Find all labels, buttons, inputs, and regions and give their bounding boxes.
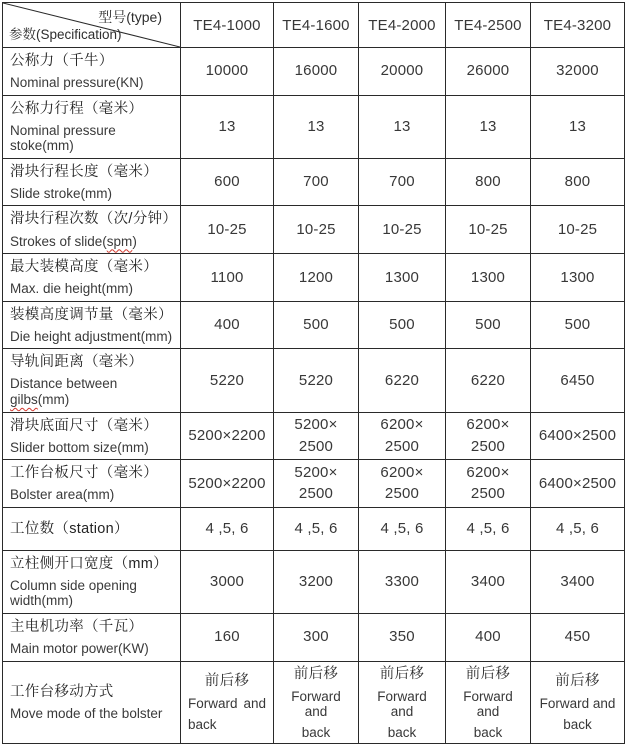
row-label-cell <box>3 95 181 158</box>
label-text: Strokes of slide( <box>10 233 107 249</box>
move-mode-cell <box>274 661 359 743</box>
move-mode-cn: 前后移 <box>293 665 339 682</box>
value-line: 10-25 <box>382 220 422 238</box>
move-mode-cn: 前后移 <box>379 665 425 682</box>
value-cell <box>446 95 531 158</box>
value-line: 3400 <box>470 573 506 590</box>
move-mode-en-line <box>188 696 266 711</box>
move-mode-en-last: back <box>387 724 417 740</box>
value-line: 13 <box>393 117 411 135</box>
value-cell <box>274 349 359 412</box>
table-row <box>3 301 625 349</box>
value-line: 4 ,5, 6 <box>294 519 338 537</box>
column-header-te4-2500: TE4-2500 <box>446 3 531 48</box>
value-line: 800 <box>564 173 591 191</box>
value-cell <box>446 254 531 302</box>
value-cell <box>181 349 274 412</box>
row-label-en <box>10 440 176 456</box>
move-mode-en-word: Forward <box>188 696 238 712</box>
value-cell <box>359 158 446 206</box>
row-label-en <box>10 123 176 154</box>
move-mode-en-line: Forward and <box>291 688 341 719</box>
value-cell <box>274 550 359 613</box>
value-line: 3200 <box>298 573 334 590</box>
value-line: 3300 <box>384 573 420 590</box>
value-line: 5200× <box>294 463 338 481</box>
table-row <box>3 254 625 302</box>
row-label-cn: 工作台板尺寸（毫米） <box>10 465 158 482</box>
move-mode-en-last: back <box>188 717 217 733</box>
row-label-cell <box>3 349 181 412</box>
row-label-cn: 工作台移动方式 <box>10 683 114 700</box>
row-label-en <box>10 186 176 202</box>
value-cell <box>181 412 274 460</box>
column-header-te4-1000: TE4-1000 <box>181 3 274 48</box>
row-label-cn: 导轨间距离（毫米） <box>10 354 144 371</box>
value-line: 800 <box>475 173 501 191</box>
value-line: 1300 <box>560 268 595 286</box>
value-cell <box>181 301 274 349</box>
value-line: 20000 <box>380 62 424 80</box>
value-cell <box>446 48 531 96</box>
table-row <box>3 507 625 550</box>
row-label-en <box>10 641 176 657</box>
value-cell <box>181 48 274 96</box>
value-cell <box>531 349 625 412</box>
value-line: 1300 <box>470 268 506 286</box>
value-line: 2500 <box>298 485 334 503</box>
label-text: Main motor power(KW) <box>10 641 149 657</box>
value-cell <box>531 301 625 349</box>
column-header-te4-2000: TE4-2000 <box>359 3 446 48</box>
value-line: 6200× <box>466 416 510 434</box>
value-line: 6200× <box>380 463 424 481</box>
value-line: 2500 <box>298 437 334 455</box>
table-row <box>3 206 625 254</box>
row-label-en <box>10 487 176 503</box>
value-cell <box>446 349 531 412</box>
value-cell <box>181 254 274 302</box>
value-cell <box>274 206 359 254</box>
value-cell <box>359 349 446 412</box>
value-cell <box>274 507 359 550</box>
misspelled-word: gilbs <box>10 392 38 407</box>
value-line: 6220 <box>470 371 506 389</box>
row-label-cn: 最大装模高度（毫米） <box>10 259 158 276</box>
row-label-cn: 滑块行程次数（次/分钟） <box>10 211 178 228</box>
value-cell <box>181 206 274 254</box>
value-cell <box>359 507 446 550</box>
move-mode-en-line: Forward and <box>377 688 427 719</box>
value-line: 10000 <box>205 62 249 80</box>
row-label-cn: 公称力（千牛） <box>10 53 114 69</box>
label-text: Column side opening width(mm) <box>10 577 137 609</box>
value-line: 4 ,5, 6 <box>380 519 424 537</box>
header-row <box>3 3 625 48</box>
row-label-cn: 装模高度调节量（毫米） <box>10 306 173 323</box>
value-cell <box>274 613 359 661</box>
value-line: 5200×2200 <box>188 426 266 444</box>
value-cell <box>531 95 625 158</box>
row-label-cell <box>3 412 181 460</box>
row-label-en <box>10 578 176 609</box>
column-header-te4-1600: TE4-1600 <box>274 3 359 48</box>
move-mode-en-word: and <box>243 696 266 712</box>
move-mode-cell <box>359 661 446 743</box>
value-cell <box>446 412 531 460</box>
value-line: 500 <box>389 316 415 334</box>
value-line: 700 <box>389 173 415 191</box>
move-mode-en-last: back <box>563 717 592 733</box>
value-cell <box>446 460 531 508</box>
corner-cell <box>3 3 181 48</box>
value-line: 2500 <box>384 485 420 503</box>
value-line: 6400×2500 <box>538 426 617 444</box>
value-cell <box>274 158 359 206</box>
table-row <box>3 412 625 460</box>
value-line: 4 ,5, 6 <box>205 519 249 537</box>
value-cell <box>531 254 625 302</box>
value-cell <box>359 95 446 158</box>
row-label-en <box>10 329 176 345</box>
value-line: 6450 <box>560 371 595 389</box>
value-cell <box>181 158 274 206</box>
value-line: 10-25 <box>207 220 247 238</box>
value-line: 2500 <box>470 437 506 455</box>
value-cell <box>446 613 531 661</box>
value-cell <box>181 613 274 661</box>
value-line: 400 <box>214 316 240 334</box>
value-cell <box>359 254 446 302</box>
label-text: Slider bottom size(mm) <box>10 439 149 455</box>
row-label-cn: 滑块底面尺寸（毫米） <box>10 417 158 434</box>
row-label-cn: 公称力行程（毫米） <box>10 100 144 117</box>
specification-sheet <box>0 2 626 740</box>
value-line: 600 <box>214 173 240 191</box>
row-label-cell <box>3 460 181 508</box>
label-text: Die height adjustment(mm) <box>10 328 173 344</box>
row-label-cell <box>3 613 181 661</box>
value-line: 5220 <box>298 371 334 389</box>
value-cell <box>274 95 359 158</box>
label-text: ) <box>132 233 137 249</box>
value-line: 6200× <box>380 416 424 434</box>
row-label-en: Move mode of the bolster <box>10 705 163 721</box>
row-label-cell <box>3 158 181 206</box>
value-cell <box>274 48 359 96</box>
value-cell <box>181 507 274 550</box>
value-line: 450 <box>564 628 591 646</box>
value-cell <box>359 550 446 613</box>
value-line: 500 <box>564 316 591 334</box>
value-cell <box>446 507 531 550</box>
value-line: 300 <box>303 628 329 646</box>
value-cell <box>359 613 446 661</box>
value-line: 500 <box>303 316 329 334</box>
row-label-cell <box>3 550 181 613</box>
value-cell <box>531 206 625 254</box>
row-label-cell <box>3 254 181 302</box>
value-cell <box>181 460 274 508</box>
value-cell <box>359 412 446 460</box>
table-row <box>3 550 625 613</box>
value-line: 700 <box>303 173 329 191</box>
value-line: 16000 <box>294 62 338 80</box>
table-row <box>3 95 625 158</box>
value-line: 3400 <box>560 573 595 590</box>
value-line: 2500 <box>470 485 506 503</box>
value-cell <box>274 412 359 460</box>
row-label-cell <box>3 507 181 550</box>
row-label-cell <box>3 661 181 743</box>
row-label-cn: 滑块行程长度（毫米） <box>10 163 158 180</box>
value-line: 13 <box>307 117 325 135</box>
value-cell <box>531 507 625 550</box>
value-line: 6200× <box>466 463 510 481</box>
value-line: 26000 <box>466 62 510 80</box>
row-label-en <box>10 234 176 250</box>
table-row <box>3 48 625 96</box>
value-line: 5220 <box>209 371 245 389</box>
value-line: 6220 <box>384 371 420 389</box>
value-line: 1300 <box>384 268 420 286</box>
value-cell <box>531 613 625 661</box>
row-label-cn: 主电机功率（千瓦） <box>10 618 144 635</box>
value-cell <box>531 460 625 508</box>
value-cell <box>181 95 274 158</box>
misspelled-word: spm <box>106 233 133 249</box>
label-text: Max. die height(mm) <box>10 281 134 297</box>
row-label-cell <box>3 301 181 349</box>
value-line: 350 <box>389 628 415 646</box>
value-line: 400 <box>475 628 501 646</box>
value-line: 500 <box>475 316 501 334</box>
value-cell <box>359 206 446 254</box>
move-mode-cn: 前后移 <box>465 665 511 682</box>
move-mode-en-last: back <box>473 724 503 740</box>
table-row <box>3 158 625 206</box>
move-mode-en-last: back <box>301 724 331 740</box>
move-mode-cell <box>181 661 274 743</box>
row-label-en <box>10 75 176 91</box>
value-line: 5200× <box>294 416 338 434</box>
spec-table <box>2 2 625 744</box>
value-line: 6400×2500 <box>538 474 617 492</box>
value-cell <box>446 206 531 254</box>
value-line: 160 <box>214 628 240 646</box>
value-line: 1100 <box>210 268 244 286</box>
value-cell <box>446 550 531 613</box>
value-cell <box>446 301 531 349</box>
move-mode-cell <box>531 661 625 743</box>
value-line: 32000 <box>556 62 599 80</box>
move-mode-cn: 前后移 <box>204 673 250 690</box>
label-text: Nominal pressure stoke(mm) <box>10 122 116 154</box>
table-row <box>3 613 625 661</box>
value-cell <box>274 254 359 302</box>
table-row <box>3 349 625 412</box>
value-line: 13 <box>568 117 587 135</box>
table-row-move-mode <box>3 661 625 743</box>
label-text: (mm) <box>37 392 70 407</box>
value-cell <box>446 158 531 206</box>
value-line: 4 ,5, 6 <box>555 519 600 537</box>
value-line: 13 <box>479 117 497 135</box>
label-text: Bolster area(mm) <box>10 487 115 503</box>
value-line: 10-25 <box>557 220 598 238</box>
value-line: 5200×2200 <box>188 474 266 492</box>
value-cell <box>531 550 625 613</box>
value-line: 4 ,5, 6 <box>466 519 510 537</box>
corner-type-label: 型号(type) <box>98 9 162 25</box>
value-cell <box>531 48 625 96</box>
value-line: 2500 <box>384 437 420 455</box>
table-row <box>3 460 625 508</box>
row-label-en <box>10 281 176 297</box>
row-label-cell <box>3 206 181 254</box>
value-line: 3000 <box>209 573 245 590</box>
label-text: Distance between <box>10 376 118 392</box>
value-line: 13 <box>218 117 236 135</box>
value-cell <box>359 460 446 508</box>
move-mode-en-line: Forward and <box>539 696 616 712</box>
value-cell <box>274 301 359 349</box>
value-cell <box>531 158 625 206</box>
value-line: 10-25 <box>296 220 336 238</box>
value-line: 10-25 <box>468 220 508 238</box>
label-text: Nominal pressure(KN) <box>10 75 144 91</box>
row-label-en <box>10 376 176 407</box>
value-cell <box>359 48 446 96</box>
value-cell <box>181 550 274 613</box>
row-label-cn: 工位数（station） <box>10 520 129 537</box>
value-cell <box>531 412 625 460</box>
value-line: 1200 <box>298 268 334 286</box>
move-mode-cn: 前后移 <box>555 673 600 690</box>
move-mode-en-line: Forward and <box>463 688 513 719</box>
column-header-te4-3200: TE4-3200 <box>531 3 625 48</box>
value-cell <box>359 301 446 349</box>
row-label-cell <box>3 48 181 96</box>
value-cell <box>274 460 359 508</box>
move-mode-cell <box>446 661 531 743</box>
row-label-cn: 立柱侧开口宽度（mm） <box>10 555 168 572</box>
corner-spec-label: 参数(Specification) <box>9 27 122 42</box>
label-text: Slide stroke(mm) <box>10 185 113 201</box>
